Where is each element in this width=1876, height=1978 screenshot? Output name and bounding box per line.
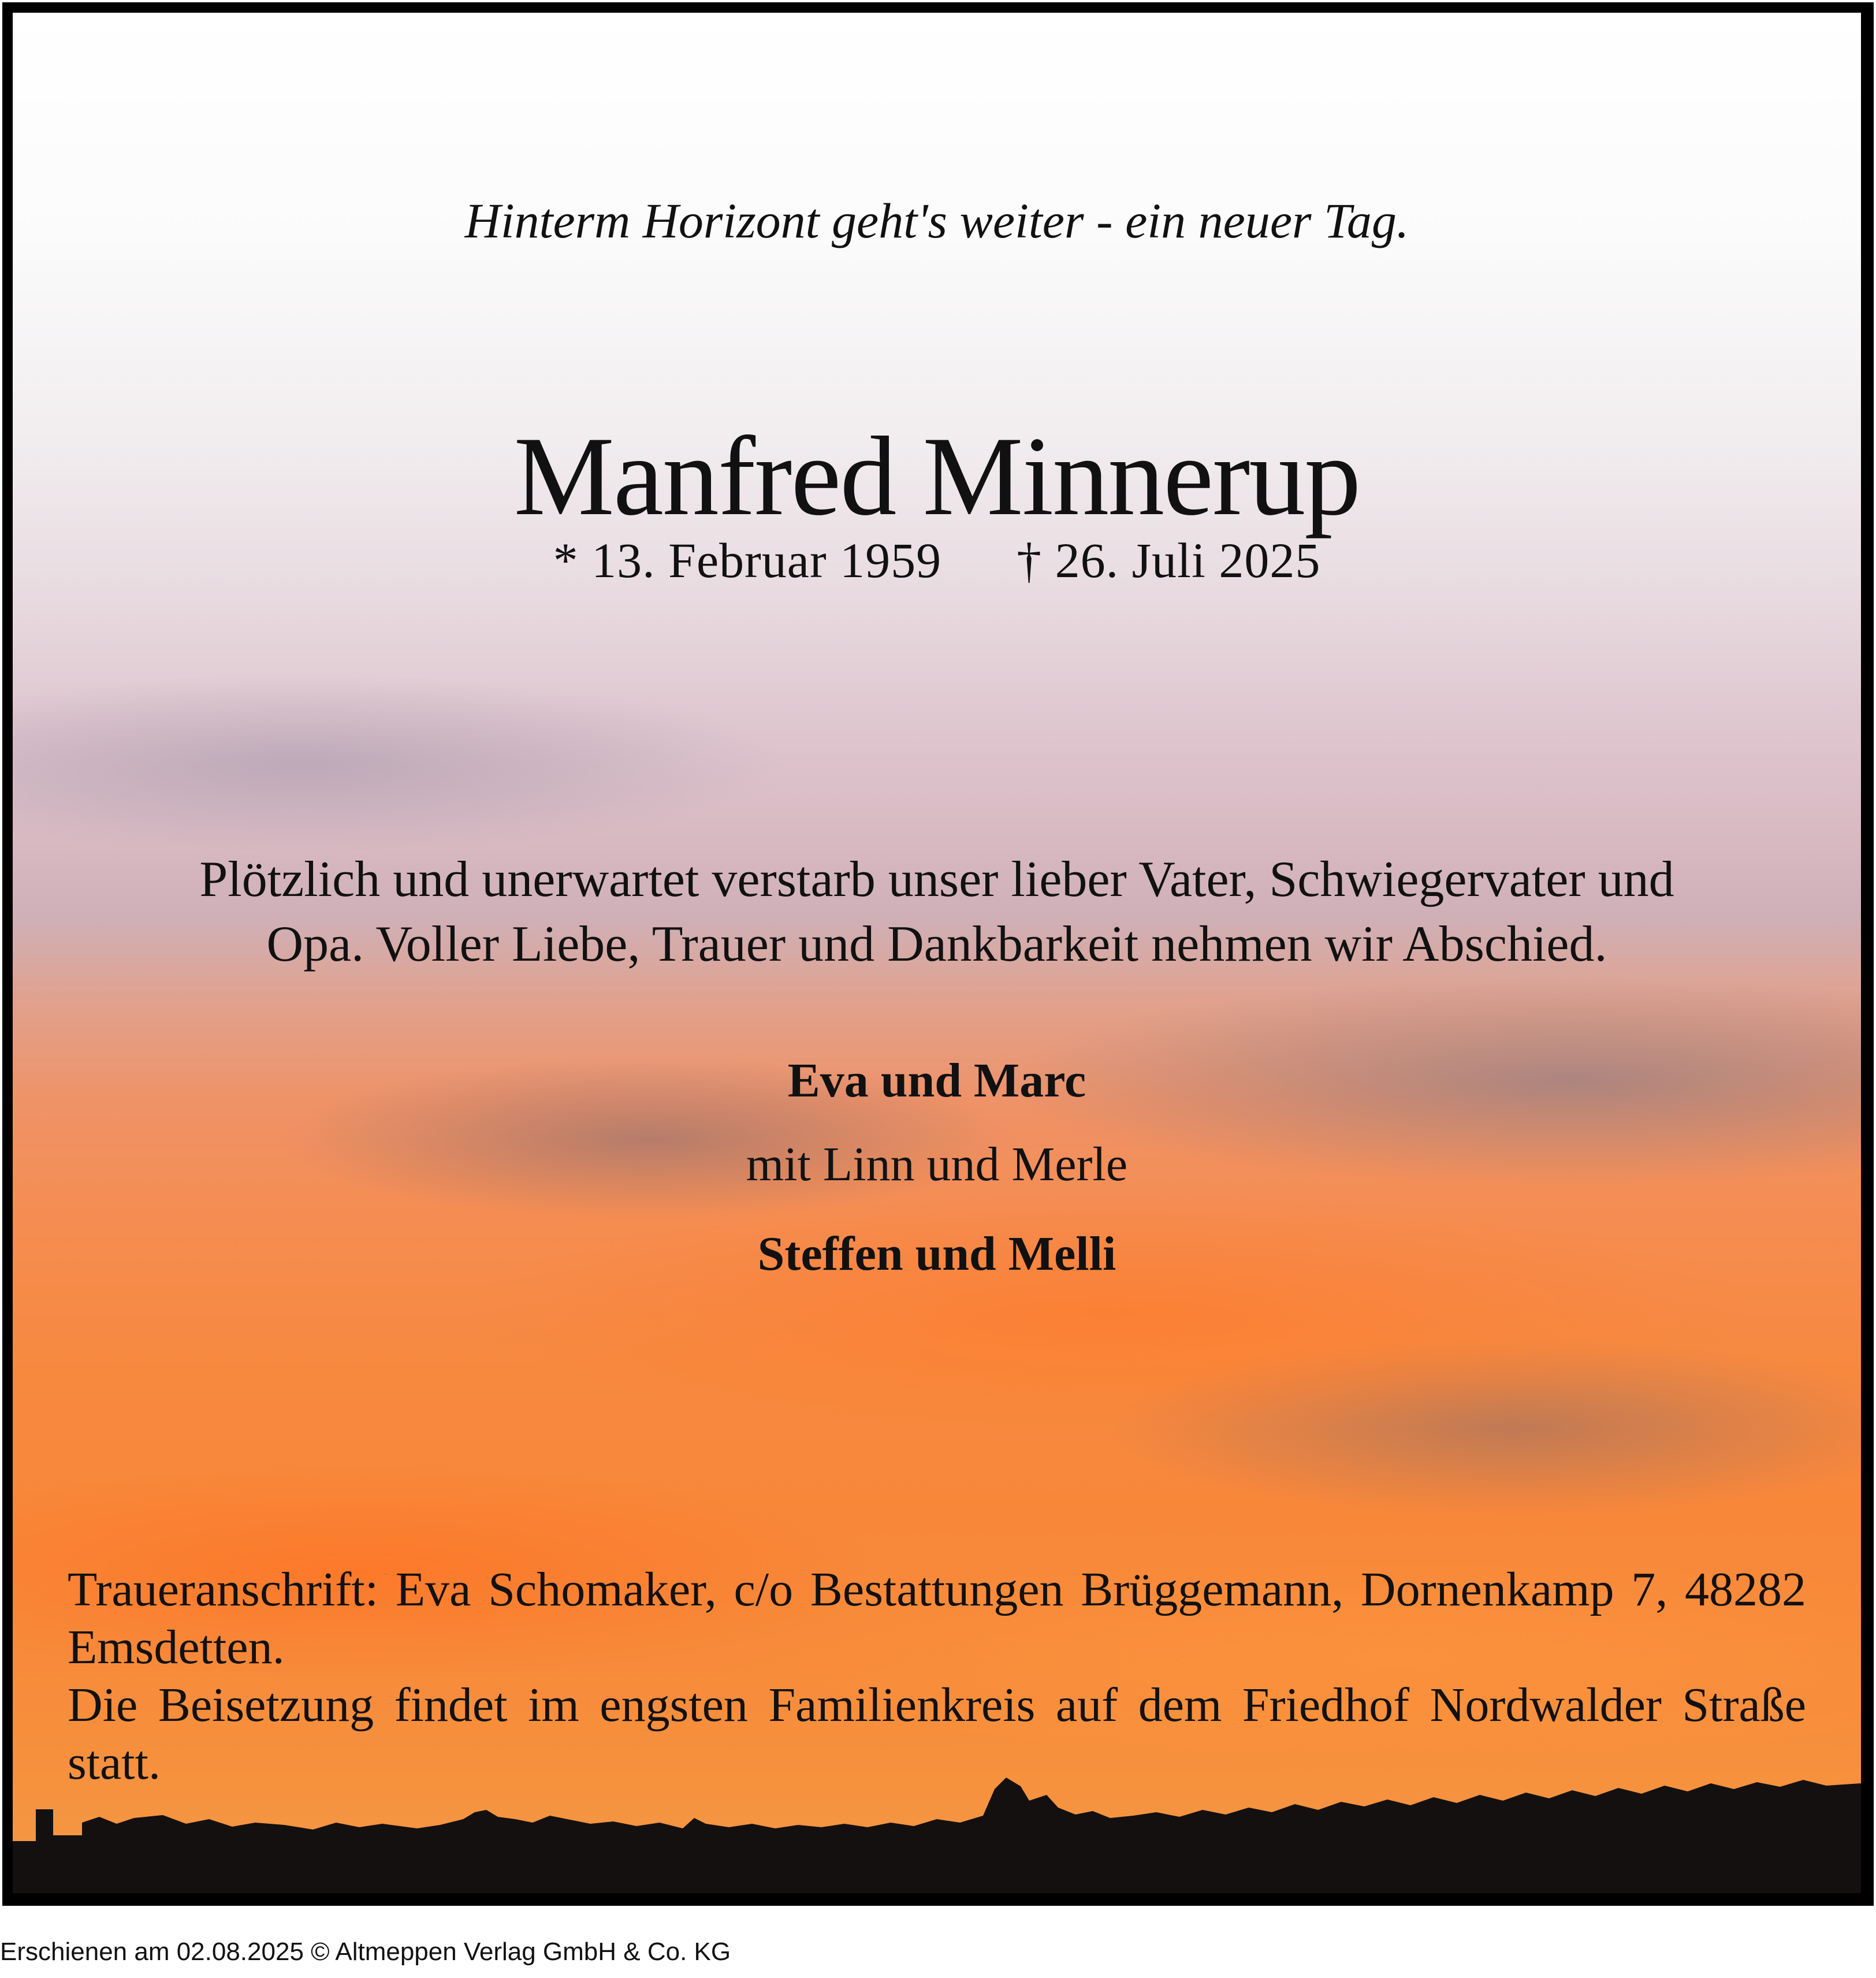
publication-credit: Erschienen am 02.08.2025 © Altmeppen Verlag GmbH & Co. KG (0, 1938, 731, 1966)
family-line-eva-marc: Eva und Marc (787, 1054, 1086, 1107)
birth-date: * 13. Februar 1959 (553, 533, 942, 588)
life-dates (13, 531, 1861, 589)
death-date: † 26. Juli 2025 (1017, 533, 1321, 588)
family-line-grandchildren: mit Linn und Merle (746, 1137, 1128, 1191)
mourning-message (13, 847, 1861, 977)
family-line-steffen-melli: Steffen und Melli (757, 1227, 1116, 1281)
mourning-address: Traueranschrift: Eva Schomaker, c/o Bestattungen Brüggemann, Dornenkamp 7, 48282 Emsdetten. (68, 1563, 1806, 1674)
message-line-1: Plötzlich und unerwartet verstarb unser lieber Vater, Schwiegervater und (199, 852, 1674, 908)
deceased-name: Manfred Minnerup (513, 414, 1360, 539)
burial-info: Die Beisetzung findet im engsten Familienkreis auf dem Friedhof Nordwalder Straße statt. (68, 1678, 1806, 1790)
obituary-frame (2, 2, 1874, 1906)
message-line-2: Opa. Voller Liebe, Trauer und Dankbarkeit nehmen wir Abschied. (266, 916, 1607, 972)
funeral-info (68, 1561, 1806, 1792)
motto-quote: Hinterm Horizont geht's weiter - ein neuer Tag. (464, 193, 1409, 248)
